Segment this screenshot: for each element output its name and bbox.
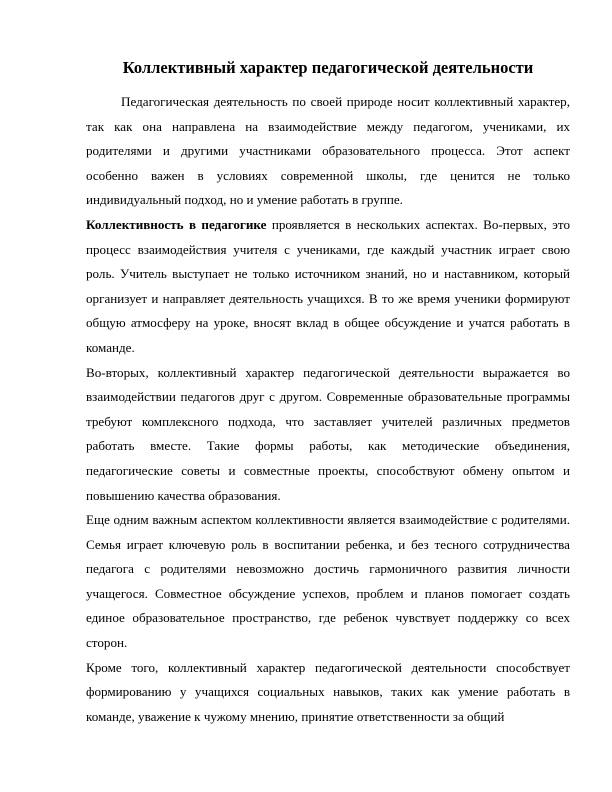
paragraph-bold-lead: Коллективность в педагогике [86, 216, 267, 232]
paragraph-text: Еще одним важным аспектом коллективности является взаимодействие с родителями. Семья играет ключевую роль в воспитании ребенка, и без тесного сотрудничества педагога с родителями невозможно достичь гармоничного развития личности учащегося. Совместное обсуждение успехов, проблем и планов помогает создать единое образовательное пространство, где ребенок чувствует поддержку со всех сторон. [86, 512, 570, 651]
paragraph-teachers-interaction [86, 361, 570, 509]
paragraph-text: Во-вторых, коллективный характер педагогической деятельности выражается во взаимодействии педагогов друг с другом. Современные образовательные программы требуют комплексного подхода, что заставляет учителей различных предметов работать вместе. Такие формы работы, как методические объединения, педагогические советы и совместные проекты, способствуют обмену опытом и повышению качества образования. [86, 364, 570, 503]
paragraph-text: Кроме того, коллективный характер педагогической деятельности способствует формированию у учащихся социальных навыков, таких как умение работать в команде, уважение к чужому мнению, принятие ответственности за общий [86, 659, 570, 724]
document-title: Коллективный характер педагогической деятельности [122, 58, 534, 77]
paragraph-text: Педагогическая деятельность по своей природе носит коллективный характер, так как она направлена на взаимодействие между педагогом, учениками, их родителями и другими участниками образовательного процесса. Этот аспект особенно важен в условиях современной школы, где ценится не только индивидуальный подход, но и умение работать в группе. [86, 94, 570, 208]
paragraph-text: проявляется в нескольких аспектах. Во-первых, это процесс взаимодействия учителя с учениками, где каждый участник играет свою роль. Учитель выступает не только источником знаний, но и наставником, который организует и направляет деятельность учащихся. В то же время ученики формируют общую атмосферу на уроке, вносят вклад в общее обсуждение и учатся работать в команде. [86, 216, 570, 355]
paragraph-social-skills [86, 656, 570, 730]
paragraph-collectivity [86, 213, 570, 361]
paragraph-parents-interaction [86, 508, 570, 656]
paragraph-intro [86, 90, 570, 213]
document-page [86, 56, 570, 729]
